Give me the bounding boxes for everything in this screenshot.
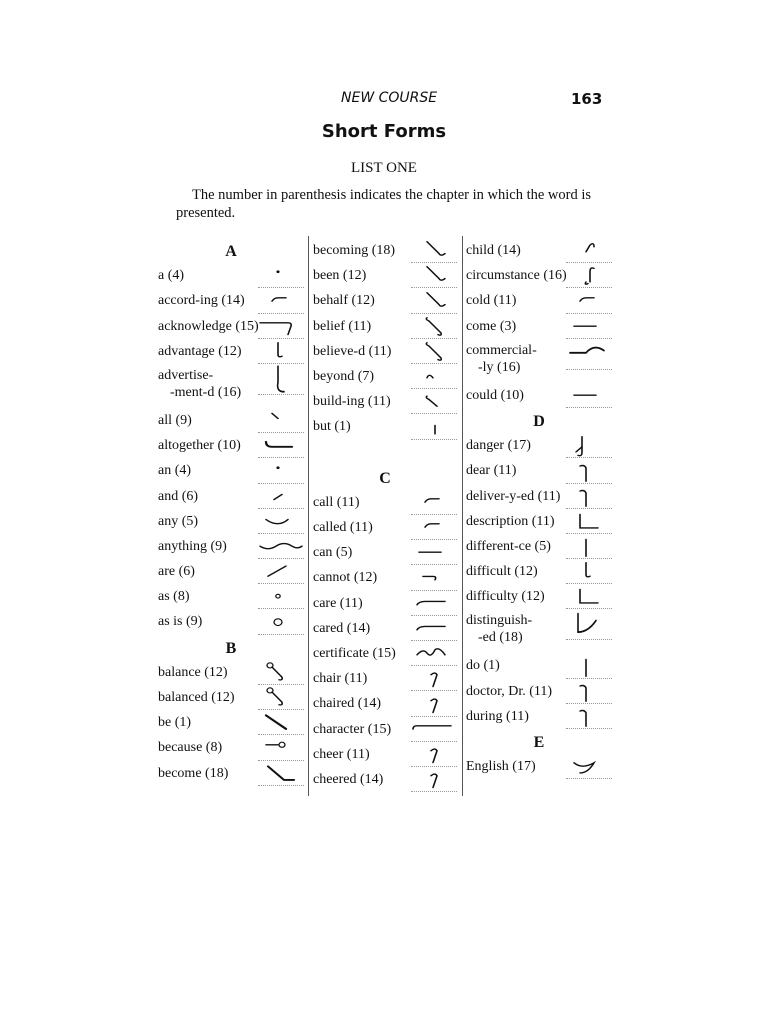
entry-word: [158, 589, 190, 605]
entry-word: [313, 495, 360, 511]
entry-word: [313, 344, 391, 360]
word-entry: [313, 666, 457, 691]
entry-word: [158, 740, 222, 756]
loop-slant-icon: [258, 687, 304, 710]
entry-word: [466, 709, 529, 725]
slant-hook-icon: [411, 291, 457, 314]
entry-word-line: come (3): [466, 318, 517, 334]
word-entry: [158, 288, 304, 313]
word-entry: [158, 710, 304, 735]
word-column-2: [313, 238, 457, 792]
entry-word-line: are (6): [158, 564, 195, 580]
word-entry: [466, 509, 612, 534]
long-horizontal-icon: [411, 719, 457, 742]
horizontal-arc-icon: [566, 339, 612, 370]
word-entry: [313, 691, 457, 716]
word-entry: [466, 704, 612, 729]
entry-word-line: altogether (10): [158, 438, 241, 454]
entry-word-line: chaired (14): [313, 696, 382, 712]
entry-word: [466, 489, 560, 505]
word-entry: [158, 314, 304, 339]
dash-circle-icon: [258, 738, 304, 761]
word-entry: [158, 484, 304, 509]
entry-word: [158, 564, 195, 580]
entry-word-line: danger (17): [466, 438, 531, 454]
entry-word-line: during (11): [466, 708, 529, 724]
intro-paragraph: The number in parenthesis indicates the chapter in which the word is presented.: [176, 187, 592, 221]
word-entry: [313, 314, 457, 339]
long-hook-icon: [411, 593, 457, 616]
word-entry: [158, 408, 304, 433]
vertical-j-icon: [566, 435, 612, 458]
word-entry: [158, 559, 304, 584]
horizontal-icon: [566, 316, 612, 339]
entry-word: [158, 665, 228, 681]
word-entry: [158, 660, 304, 685]
word-entry: [466, 609, 612, 653]
running-title: NEW COURSE: [341, 90, 438, 106]
entry-word: [158, 413, 192, 429]
entry-word-line: -ment-d (16): [170, 384, 242, 400]
entry-word-line: chair (11): [313, 671, 368, 687]
entry-word-line: -ed (18): [478, 630, 523, 646]
word-entry: [466, 484, 612, 509]
s-curl-icon: [566, 265, 612, 288]
entry-word-line: advertise-: [158, 367, 214, 383]
thick-horizontal-icon: [258, 435, 304, 458]
entry-word-line: different-ce (5): [466, 538, 551, 554]
vertical-curve-icon: [566, 609, 612, 640]
upstroke-icon: [258, 486, 304, 509]
entry-word-line: difficult (12): [466, 564, 538, 580]
entry-word: [466, 684, 552, 700]
word-entry: [466, 584, 612, 609]
horizontal-icon: [411, 542, 457, 565]
entry-word: [313, 621, 370, 637]
dot-icon: [258, 265, 304, 288]
entry-word-line: advantage (12): [158, 343, 242, 359]
list-heading: LIST ONE: [351, 160, 417, 176]
word-entry: [313, 515, 457, 540]
word-entry: [313, 263, 457, 288]
word-entry: [466, 314, 612, 339]
entry-word-line: dear (11): [466, 463, 517, 479]
word-entry: [313, 767, 457, 792]
thick-slant-hook-icon: [258, 763, 304, 786]
entry-word: [466, 438, 531, 454]
entry-word-line: cold (11): [466, 293, 517, 309]
entry-word: [158, 690, 235, 706]
entry-word: [313, 596, 363, 612]
word-entry: [158, 509, 304, 534]
word-entry: [313, 742, 457, 767]
entry-word: [313, 772, 383, 788]
section-letter: B: [225, 639, 237, 657]
entry-word-line: because (8): [158, 740, 223, 756]
column-divider: [462, 236, 463, 796]
entry-word-line: call (11): [313, 494, 360, 510]
entry-word-line: distinguish-: [466, 613, 533, 629]
word-entry: [466, 458, 612, 483]
curve-hook-icon: [566, 756, 612, 779]
word-entry: [313, 339, 457, 364]
word-entry: [466, 534, 612, 559]
entry-word: [466, 759, 536, 775]
word-entry: [466, 754, 612, 779]
entry-word: [313, 369, 374, 385]
entry-word-line: build-ing (11): [313, 394, 391, 410]
word-entry: [158, 433, 304, 458]
entry-word: [466, 612, 532, 646]
entry-word: [466, 342, 537, 376]
entry-word: [313, 520, 373, 536]
entry-word: [466, 463, 516, 479]
rising-line-icon: [258, 561, 304, 584]
vertical-icon: [566, 536, 612, 559]
entry-word-line: becoming (18): [313, 243, 396, 258]
word-entry: [466, 383, 612, 408]
entry-word-line: care (11): [313, 595, 363, 611]
entry-word-line: belief (11): [313, 318, 372, 334]
entry-word-line: -ly (16): [478, 359, 521, 375]
entry-word-line: be (1): [158, 715, 192, 731]
word-entry: [158, 364, 304, 408]
entry-word-line: beyond (7): [313, 368, 375, 384]
vertical-hook-icon: [258, 341, 304, 364]
entry-word: [313, 570, 377, 586]
word-entry: [313, 490, 457, 515]
entry-word-line: but (1): [313, 419, 351, 435]
entry-word: [158, 367, 241, 401]
entry-word-line: a (4): [158, 268, 185, 284]
word-entry: [158, 609, 304, 634]
dot-icon: [258, 461, 304, 484]
curl-down-icon: [411, 668, 457, 691]
entry-word-line: become (18): [158, 765, 229, 781]
section-letter: A: [225, 243, 237, 260]
vertical-foot-icon: [566, 511, 612, 534]
long-hook-icon: [411, 618, 457, 641]
column-divider: [308, 236, 309, 796]
entry-word-line: been (12): [313, 268, 367, 284]
entry-word-line: as (8): [158, 589, 190, 605]
word-entry: [466, 339, 612, 383]
curl-down-icon: [411, 744, 457, 767]
word-entry: [158, 534, 304, 559]
word-entry: [466, 263, 612, 288]
vertical-short-icon: [411, 417, 457, 440]
entry-word-line: character (15): [313, 721, 392, 737]
entry-word-line: deliver-y-ed (11): [466, 488, 561, 504]
entry-word: [313, 293, 375, 309]
entry-word-line: English (17): [466, 759, 536, 775]
word-entry: [313, 591, 457, 616]
entry-word-line: cannot (12): [313, 570, 378, 586]
entry-word-line: anything (9): [158, 538, 227, 554]
entry-word-line: circumstance (16): [466, 268, 567, 284]
word-entry: [158, 263, 304, 288]
word-entry: [313, 616, 457, 641]
entry-word: [313, 545, 352, 561]
page-title: Short Forms: [321, 121, 447, 142]
entry-word: [158, 319, 259, 335]
entry-word: [313, 419, 351, 435]
horizontal-icon: [566, 385, 612, 408]
entry-word-line: as is (9): [158, 614, 203, 630]
thick-slant-icon: [258, 712, 304, 735]
entry-word: [158, 438, 241, 454]
entry-word: [466, 293, 516, 309]
short-hook-icon: [566, 291, 612, 314]
entry-word: [466, 388, 524, 404]
entry-word-line: doctor, Dr. (11): [466, 683, 553, 699]
word-entry: [158, 735, 304, 760]
entry-word: [158, 514, 198, 530]
entry-word: [158, 539, 227, 555]
word-entry: [466, 653, 612, 678]
entry-word: [313, 394, 391, 410]
entry-word: [466, 658, 500, 674]
hook-up-icon: [566, 240, 612, 263]
entry-word-line: accord-ing (14): [158, 293, 245, 309]
entry-word: [313, 243, 395, 259]
vertical-hook-top-icon: [566, 461, 612, 484]
wave-icon: [258, 536, 304, 559]
entry-word: [313, 696, 381, 712]
word-entry: [158, 584, 304, 609]
entry-word: [158, 715, 191, 731]
entry-word: [313, 671, 367, 687]
entry-word: [466, 514, 555, 530]
entry-word-line: and (6): [158, 488, 199, 504]
entry-word-line: cared (14): [313, 620, 371, 636]
entry-word: [466, 268, 567, 284]
entry-word: [466, 589, 545, 605]
entry-word: [158, 766, 228, 782]
word-entry: [158, 339, 304, 364]
entry-word: [313, 646, 396, 662]
slant-hook-icon: [411, 265, 457, 288]
vertical-hook-icon: [566, 561, 612, 584]
entry-word-line: child (14): [466, 243, 521, 258]
squiggle-icon: [411, 643, 457, 666]
curl-down-icon: [411, 769, 457, 792]
word-entry: [466, 679, 612, 704]
word-entry: [313, 641, 457, 666]
entry-word-line: balance (12): [158, 664, 228, 680]
entry-word-line: called (11): [313, 520, 373, 536]
small-circle-icon: [258, 586, 304, 609]
section-letter: D: [533, 412, 545, 430]
word-entry: [313, 717, 457, 742]
column-spacer: [313, 440, 457, 465]
stroke-hook-down-icon: [258, 316, 304, 339]
slant-curl-icon: [411, 316, 457, 339]
entry-word: [313, 722, 391, 738]
entry-word-line: commercial-: [466, 342, 537, 358]
word-entry: [313, 414, 457, 439]
vertical-hook-top-icon: [566, 681, 612, 704]
entry-word: [466, 243, 521, 259]
slant-curl-icon: [411, 341, 457, 364]
word-entry: [466, 238, 612, 263]
section-letter: E: [533, 734, 545, 751]
small-arc-icon: [411, 366, 457, 389]
loop-slant-icon: [258, 662, 304, 685]
word-entry: [466, 288, 612, 313]
word-entry: [158, 458, 304, 483]
entry-word: [158, 268, 184, 284]
tick-icon: [258, 410, 304, 433]
entry-word: [158, 463, 191, 479]
word-column-3: [466, 238, 612, 779]
cup-icon: [258, 511, 304, 534]
vertical-curl-icon: [258, 364, 304, 395]
word-entry: [313, 389, 457, 414]
entry-word-line: acknowledge (15): [158, 318, 259, 334]
word-entry: [313, 364, 457, 389]
word-entry: [313, 540, 457, 565]
entry-word-line: all (9): [158, 412, 192, 428]
entry-word-line: cheer (11): [313, 746, 370, 762]
entry-word-line: description (11): [466, 513, 555, 529]
entry-word-line: behalf (12): [313, 293, 375, 309]
entry-word: [466, 539, 551, 555]
word-entry: [313, 238, 457, 263]
slant-hook-icon: [411, 240, 457, 263]
entry-word-line: difficulty (12): [466, 589, 545, 605]
entry-word-line: certificate (15): [313, 646, 396, 661]
vertical-icon: [566, 656, 612, 679]
entry-word-line: believe-d (11): [313, 343, 392, 359]
vertical-hook-top-icon: [566, 706, 612, 729]
small-slant-curl-icon: [411, 391, 457, 414]
entry-word-line: any (5): [158, 513, 199, 529]
entry-word: [313, 319, 371, 335]
entry-word: [466, 564, 538, 580]
circle-icon: [258, 612, 304, 635]
entry-word: [158, 614, 202, 630]
entry-word: [158, 489, 198, 505]
entry-word: [313, 268, 366, 284]
vertical-hook-top-icon: [566, 486, 612, 509]
short-hook-icon: [258, 291, 304, 314]
word-column-1: [158, 238, 304, 786]
short-hook-icon: [411, 517, 457, 540]
entry-word: [466, 319, 516, 335]
section-letter: C: [379, 469, 391, 487]
entry-word-line: can (5): [313, 545, 353, 561]
entry-word-line: an (4): [158, 463, 192, 479]
entry-word-line: do (1): [466, 658, 500, 674]
vertical-foot-icon: [566, 586, 612, 609]
curl-down-icon: [411, 694, 457, 717]
entry-word: [313, 747, 370, 763]
entry-word-line: balanced (12): [158, 690, 235, 705]
word-entry: [466, 433, 612, 458]
entry-word-line: cheered (14): [313, 771, 384, 787]
entry-word: [158, 344, 242, 360]
word-entry: [313, 565, 457, 590]
page-number: 163: [571, 90, 603, 108]
hook-dash-icon: [411, 568, 457, 591]
word-entry: [466, 559, 612, 584]
word-entry: [158, 761, 304, 786]
word-entry: [313, 288, 457, 313]
entry-word-line: could (10): [466, 387, 524, 403]
short-hook-icon: [411, 492, 457, 515]
entry-word: [158, 293, 245, 309]
word-entry: [158, 685, 304, 710]
